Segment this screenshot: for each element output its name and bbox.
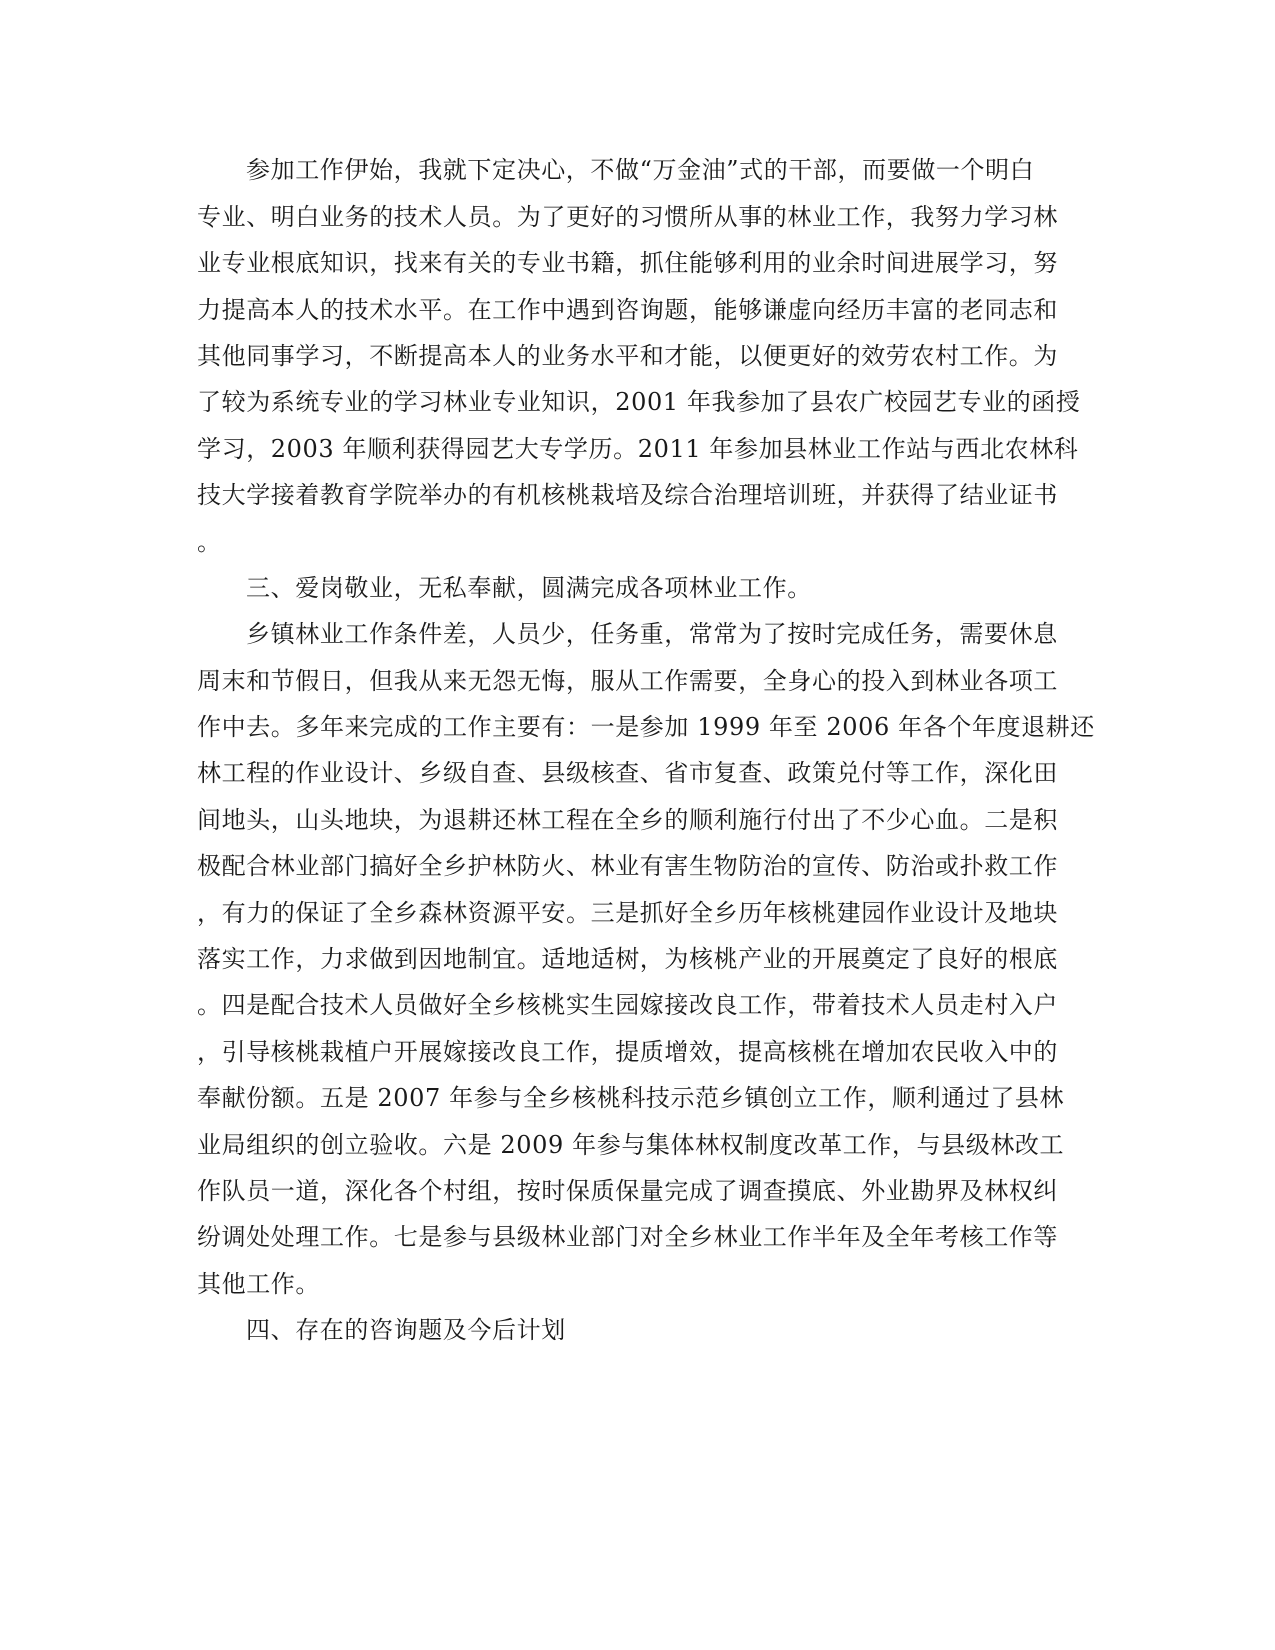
paragraph-line: 技大学接着教育学院举办的有机核桃栽培及综合治理培训班，并获得了结业证书 bbox=[197, 481, 1058, 509]
paragraph-line: ，有力的保证了全乡森林资源平安。三是抓好全乡历年核桃建园作业设计及地块 bbox=[197, 899, 1058, 927]
paragraph-line: 业局组织的创立验收。六是 2009 年参与集体林权制度改革工作，与县级林改工 bbox=[197, 1131, 1065, 1159]
paragraph-line: 了较为系统专业的学习林业专业知识，2001 年我参加了县农广校园艺专业的函授 bbox=[197, 388, 1081, 416]
paragraph-line: 作中去。多年来完成的工作主要有：一是参加 1999 年至 2006 年各个年度退耕还 bbox=[197, 713, 1095, 741]
paragraph-line: 专业、明白业务的技术人员。为了更好的习惯所从事的林业工作，我努力学习林 bbox=[197, 203, 1058, 231]
paragraph-line: ，引导核桃栽植户开展嫁接改良工作，提质增效，提高核桃在增加农民收入中的 bbox=[197, 1038, 1058, 1066]
paragraph-line: 周末和节假日，但我从来无怨无悔，服从工作需要，全身心的投入到林业各项工 bbox=[197, 667, 1058, 695]
paragraph-line: 间地头，山头地块，为退耕还林工程在全乡的顺利施行付出了不少心血。二是积 bbox=[197, 806, 1058, 834]
paragraph-line: 作队员一道，深化各个村组，按时保质保量完成了调查摸底、外业勘界及林权纠 bbox=[197, 1177, 1058, 1205]
paragraph-line: 。 bbox=[197, 528, 222, 556]
section-heading: 三、爱岗敬业，无私奉献，圆满完成各项林业工作。 bbox=[246, 574, 812, 602]
paragraph-line: 。四是配合技术人员做好全乡核桃实生园嫁接改良工作，带着技术人员走村入户 bbox=[197, 991, 1058, 1019]
paragraph-line: 参加工作伊始，我就下定决心，不做“万金油”式的干部，而要做一个明白 bbox=[246, 156, 1035, 184]
paragraph-line: 其他工作。 bbox=[197, 1270, 320, 1298]
paragraph-line: 纷调处处理工作。七是参与县级林业部门对全乡林业工作半年及全年考核工作等 bbox=[197, 1223, 1058, 1251]
paragraph-line: 其他同事学习，不断提高本人的业务水平和才能，以便更好的效劳农村工作。为 bbox=[197, 342, 1058, 370]
paragraph-line: 业专业根底知识，找来有关的专业书籍，抓住能够利用的业余时间进展学习，努 bbox=[197, 249, 1058, 277]
paragraph-line: 极配合林业部门搞好全乡护林防火、林业有害生物防治的宣传、防治或扑救工作 bbox=[197, 852, 1058, 880]
paragraph-line: 落实工作，力求做到因地制宜。适地适树，为核桃产业的开展奠定了良好的根底 bbox=[197, 945, 1058, 973]
paragraph-line: 乡镇林业工作条件差，人员少，任务重，常常为了按时完成任务，需要休息 bbox=[246, 620, 1058, 648]
paragraph-line: 学习，2003 年顺利获得园艺大专学历。2011 年参加县林业工作站与西北农林科 bbox=[197, 435, 1079, 463]
paragraph-line: 奉献份额。五是 2007 年参与全乡核桃科技示范乡镇创立工作，顺利通过了县林 bbox=[197, 1084, 1065, 1112]
section-heading: 四、存在的咨询题及今后计划 bbox=[246, 1316, 566, 1344]
paragraph-line: 林工程的作业设计、乡级自查、县级核查、省市复查、政策兑付等工作，深化田 bbox=[197, 759, 1058, 787]
paragraph-line: 力提高本人的技术水平。在工作中遇到咨询题，能够谦虚向经历丰富的老同志和 bbox=[197, 296, 1058, 324]
